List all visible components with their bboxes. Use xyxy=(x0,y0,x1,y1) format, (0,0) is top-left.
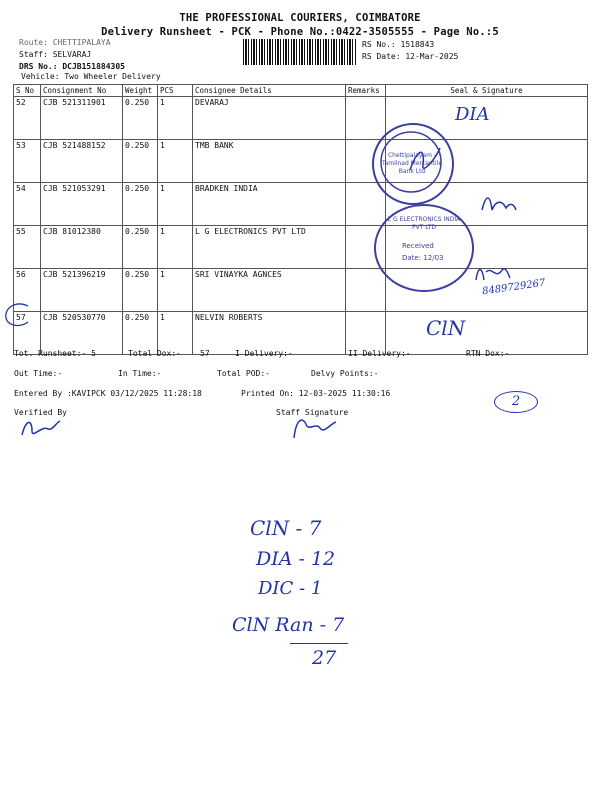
cell-pcs: 1 xyxy=(158,226,193,269)
total-pod: Total POD:- xyxy=(217,369,270,378)
cell-sno: 57 xyxy=(14,312,41,355)
cell-details: DEVARAJ xyxy=(193,97,346,140)
tally-line-2: DIA - 12 xyxy=(256,548,336,570)
cell-pcs: 1 xyxy=(158,183,193,226)
cell-weight: 0.250 xyxy=(123,312,158,355)
cell-sno: 53 xyxy=(14,140,41,183)
handwritten-dia: DIA xyxy=(455,104,490,125)
runsheet-table xyxy=(13,84,588,355)
i-delivery: I Delivery:- xyxy=(235,349,293,358)
cell-sno: 55 xyxy=(14,226,41,269)
cell-sno: 56 xyxy=(14,269,41,312)
entered-by: Entered By :KAVIPCK 03/12/2025 11:28:18 xyxy=(14,389,202,398)
cell-weight: 0.250 xyxy=(123,140,158,183)
cell-consignment: CJB 520530770 xyxy=(41,312,123,355)
staff-signature xyxy=(290,414,340,442)
cell-details: SRI VINAYKA AGNCES xyxy=(193,269,346,312)
cell-pcs: 1 xyxy=(158,97,193,140)
column-header: PCS xyxy=(158,85,193,97)
initial-signature-row54 xyxy=(478,190,518,218)
company-stamp xyxy=(374,204,474,292)
initial-signature-row56 xyxy=(472,262,512,286)
cell-weight: 0.250 xyxy=(123,183,158,226)
ii-delivery: II Delivery:- xyxy=(348,349,411,358)
circled-number xyxy=(494,391,538,413)
cell-sno: 52 xyxy=(14,97,41,140)
circled-number-text: 2 xyxy=(511,394,521,409)
circled-57-mark xyxy=(2,300,32,330)
cell-details: TMB BANK xyxy=(193,140,346,183)
cell-pcs: 1 xyxy=(158,312,193,355)
column-header: S No xyxy=(14,85,41,97)
out-time: Out Time:- xyxy=(14,369,63,378)
tally-total: 27 xyxy=(312,647,337,669)
cell-remarks xyxy=(346,269,386,312)
staff-label: Staff: SELVARAJ xyxy=(19,50,92,59)
drs-label: DRS No.: DCJB151884305 xyxy=(19,62,125,71)
total-dox-label: Total Dox:- xyxy=(128,349,181,358)
company-stamp-date: Date: 12/03 xyxy=(402,254,444,262)
handwritten-phone: 8489729267 xyxy=(481,277,547,298)
cell-consignment: CJB 521396219 xyxy=(41,269,123,312)
tally-line-1: ClN - 7 xyxy=(250,516,322,540)
barcode xyxy=(243,39,357,65)
table-row xyxy=(14,140,588,183)
verified-by-label: Verified By xyxy=(14,408,67,417)
total-dox-value: 57 xyxy=(200,349,210,358)
column-header: Consignee Details xyxy=(193,85,346,97)
delvy-points: Delvy Points:- xyxy=(311,369,379,378)
route-label: Route: CHETTIPALAYA xyxy=(19,38,111,47)
cell-details: L G ELECTRONICS PVT LTD xyxy=(193,226,346,269)
cell-consignment: CJB 81012380 xyxy=(41,226,123,269)
tally-line-4: ClN Ran - 7 xyxy=(232,614,345,636)
table-header-row xyxy=(14,85,588,97)
column-header: Consignment No xyxy=(41,85,123,97)
column-header: Seal & Signature xyxy=(386,85,588,97)
tally-line-3: DIC - 1 xyxy=(258,578,323,599)
total-runsheet: Tot. Runsheet:- 5 xyxy=(14,349,96,358)
cell-pcs: 1 xyxy=(158,269,193,312)
in-time: In Time:- xyxy=(118,369,162,378)
table-row xyxy=(14,97,588,140)
document-title: THE PROFESSIONAL COURIERS, COIMBATORE xyxy=(179,12,421,24)
cell-weight: 0.250 xyxy=(123,226,158,269)
cell-consignment: CJB 521053291 xyxy=(41,183,123,226)
printed-on: Printed On: 12-03-2025 11:30:16 xyxy=(241,389,391,398)
handwritten-cln: ClN xyxy=(426,316,466,340)
company-stamp-received: Received xyxy=(402,242,434,250)
rs-date: RS Date: 12-Mar-2025 xyxy=(362,52,459,61)
cell-consignment: CJB 521311901 xyxy=(41,97,123,140)
cell-pcs: 1 xyxy=(158,140,193,183)
tally-rule xyxy=(290,643,348,644)
cell-details: NELVIN ROBERTS xyxy=(193,312,346,355)
cell-weight: 0.250 xyxy=(123,97,158,140)
column-header: Remarks xyxy=(346,85,386,97)
cell-consignment: CJB 521488152 xyxy=(41,140,123,183)
rtn-dox: RTN Dox:- xyxy=(466,349,510,358)
cell-sno: 54 xyxy=(14,183,41,226)
initial-signature-row53 xyxy=(405,140,445,180)
verified-signature xyxy=(18,415,62,441)
cell-details: BRADKEN INDIA xyxy=(193,183,346,226)
cell-weight: 0.250 xyxy=(123,269,158,312)
vehicle-label: Vehicle: Two Wheeler Delivery xyxy=(21,72,161,81)
document-subtitle: Delivery Runsheet - PCK - Phone No.:0422-3505555 - Page No.:5 xyxy=(101,26,499,38)
staff-signature-label: Staff Signature xyxy=(276,408,349,417)
rs-number: RS No.: 1518843 xyxy=(362,40,435,49)
company-stamp-text: L G ELECTRONICS INDIA PVT LTD xyxy=(387,216,461,231)
bank-stamp-text: Chettipalayam - Tamilnad Mercantile Bank Ltd xyxy=(381,152,443,175)
column-header: Weight xyxy=(123,85,158,97)
